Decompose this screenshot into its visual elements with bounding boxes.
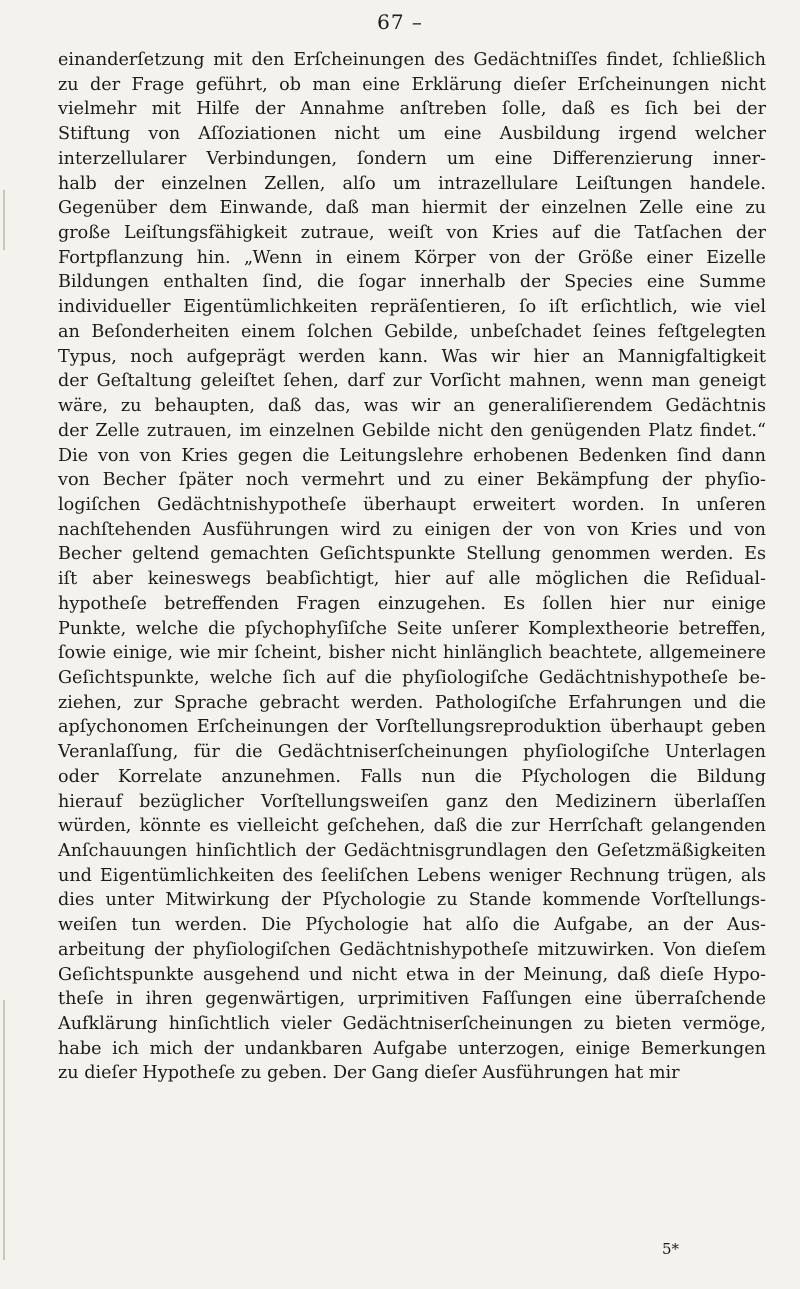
text-line: logiſchen Gedächtnishypotheſe überhaupt erweitert worden. In unſeren	[58, 494, 766, 515]
text-line: habe ich mich der undankbaren Aufgabe unterzogen, einige Bemerkungen	[58, 1038, 766, 1059]
text-line: Gegenüber dem Einwande, daß man hiermit der einzelnen Zelle eine zu	[58, 198, 766, 219]
text-line: interzellularer Verbindungen, ſondern um eine Differenzierung inner-	[58, 148, 766, 169]
text-line: dies unter Mitwirkung der Pſychologie zu Stande kommende Vorſtellungs-	[58, 890, 766, 911]
text-line: einanderſetzung mit den Erſcheinungen des Gedächtniſſes findet, ſchließlich	[58, 50, 766, 70]
text-line: theſe in ihren gegenwärtigen, urprimitiven Faſſungen eine überraſchende	[58, 989, 766, 1010]
text-line: Fortpflanzung hin. „Wenn in einem Körper von der Größe einer Eizelle	[58, 247, 766, 268]
text-line: hierauf bezüglicher Vorſtellungsweiſen ganz den Medizinern überlaſſen	[58, 791, 766, 812]
scan-edge-shadow	[3, 1000, 5, 1260]
text-line: Veranlaſſung, für die Gedächtniserſcheinungen phyſiologiſche Unterlagen	[58, 742, 766, 763]
text-line: Typus, noch aufgeprägt werden kann. Was wir hier an Mannigfaltigkeit	[58, 346, 766, 367]
text-line: halb der einzelnen Zellen, alſo um intrazellulare Leiſtungen handele.	[58, 173, 766, 194]
text-line: nachſtehenden Ausführungen wird zu einigen der von von Kries und von	[58, 519, 766, 540]
text-line: arbeitung der phyſiologiſchen Gedächtnishypotheſe mitzuwirken. Von dieſem	[58, 939, 766, 960]
text-line: Die von von Kries gegen die Leitungslehre erhobenen Bedenken ſind dann	[58, 445, 766, 466]
text-line: iſt aber keineswegs beabſichtigt, hier auf alle möglichen die Reſidual-	[58, 569, 766, 590]
text-line: Geſichtspunkte ausgehend und nicht etwa in der Meinung, daß dieſe Hypo-	[58, 964, 766, 985]
text-line: große Leiſtungsfähigkeit zutraue, weiſt von Kries auf die Tatſachen der	[58, 223, 766, 244]
text-line: Becher geltend gemachten Geſichtspunkte Stellung genommen werden. Es	[58, 544, 766, 565]
text-line: individueller Eigentümlichkeiten repräſentieren, ſo iſt erſichtlich, wie viel	[58, 297, 766, 318]
text-line: apſychonomen Erſcheinungen der Vorſtellungsreproduktion überhaupt geben	[58, 717, 766, 738]
text-line: Aufklärung hinſichtlich vieler Gedächtniserſcheinungen zu bieten vermöge,	[58, 1014, 766, 1035]
text-line: ziehen, zur Sprache gebracht werden. Pathologiſche Erfahrungen und die	[58, 692, 766, 713]
text-line: weiſen tun werden. Die Pſychologie hat alſo die Aufgabe, an der Aus-	[58, 915, 766, 936]
text-line: und Eigentümlichkeiten des ſeeliſchen Lebens weniger Rechnung trügen, als	[58, 865, 766, 886]
text-line: Stiftung von Aſſoziationen nicht um eine Ausbildung irgend welcher	[58, 124, 766, 145]
text-line: Punkte, welche die pſychophyſiſche Seite unſerer Komplextheorie betreffen,	[58, 618, 766, 639]
text-line: von Becher ſpäter noch vermehrt und zu einer Bekämpfung der phyſio-	[58, 470, 766, 491]
text-line: oder Korrelate anzunehmen. Falls nun die Pſychologen die Bildung	[58, 766, 766, 787]
signature-mark: 5*	[662, 1240, 680, 1258]
text-line: Anſchauungen hinſichtlich der Gedächtnisgrundlagen den Geſetzmäßigkeiten	[58, 841, 766, 861]
text-line: wäre, zu behaupten, daß das, was wir an generaliſierendem Gedächtnis	[58, 396, 766, 417]
text-line: zu dieſer Hypotheſe zu geben. Der Gang dieſer Ausführungen hat mir	[58, 1063, 680, 1084]
scan-edge-shadow	[3, 190, 5, 250]
page-number: 67 –	[377, 10, 423, 34]
text-line: vielmehr mit Hilfe der Annahme anſtreben ſolle, daß es ſich bei der	[58, 99, 766, 120]
text-line: hypotheſe betreffenden Fragen einzugehen. Es ſollen hier nur einige	[58, 593, 766, 614]
text-line: zu der Frage geführt, ob man eine Erklärung dieſer Erſcheinungen nicht	[58, 74, 766, 95]
text-line: der Geſtaltung geleiſtet ſehen, darf zur Vorſicht mahnen, wenn man geneigt	[58, 371, 766, 392]
text-line: würden, könnte es vielleicht geſchehen, daß die zur Herrſchaft gelangenden	[58, 816, 766, 837]
text-line: Geſichtspunkte, welche ſich auf die phyſiologiſche Gedächtnishypotheſe be-	[58, 667, 766, 688]
text-line: ſowie einige, wie mir ſcheint, bisher nicht hinlänglich beachtete, allgemeinere	[58, 643, 766, 664]
text-line: der Zelle zutrauen, im einzelnen Gebilde nicht den genügenden Platz findet.“	[58, 420, 766, 441]
text-line: an Beſonderheiten einem ſolchen Gebilde, unbeſchadet ſeines feſtgelegten	[58, 321, 766, 342]
body-text	[58, 48, 766, 1086]
text-line: Bildungen enthalten ſind, die ſogar innerhalb der Species eine Summe	[58, 272, 766, 293]
